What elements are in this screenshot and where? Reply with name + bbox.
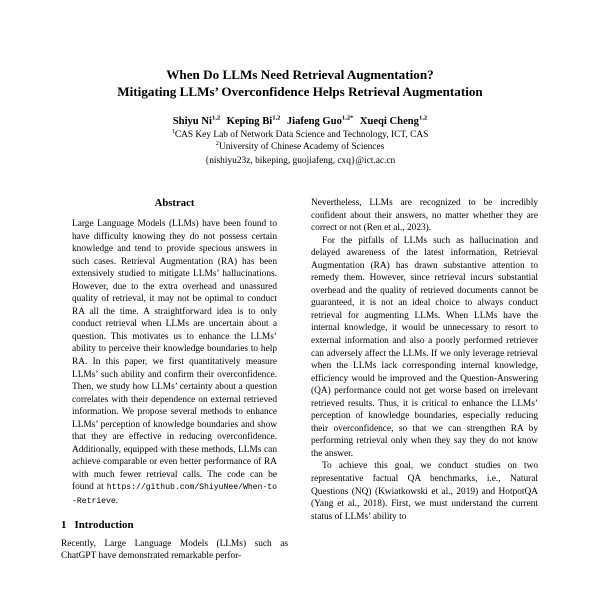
intro-paragraph: Recently, Large Language Models (LLMs) such as ChatGPT have demonstrated remarkable perfor-	[61, 538, 288, 562]
author-affil-marks: 1,2	[211, 114, 221, 122]
author-name: Xueqi Cheng	[359, 115, 419, 127]
section-title: Introduction	[74, 518, 134, 531]
author-entry	[360, 116, 427, 127]
title-block	[0, 0, 600, 167]
column-right	[311, 197, 538, 600]
author-entry	[173, 116, 220, 127]
affiliation-1	[0, 129, 600, 142]
affiliation-text: University of Chinese Academy of Sciences	[218, 142, 385, 153]
author-name: Jiafeng Guo	[286, 115, 342, 127]
abstract-paragraph	[72, 218, 277, 509]
affiliation-mark: 2	[215, 140, 219, 148]
author-affil-marks: 1,2	[418, 114, 428, 122]
affiliation-text: CAS Key Lab of Network Data Science and Technology, ICT, CAS	[174, 129, 429, 140]
right-paragraph: For the pitfalls of LLMs such as hallucination and delayed awareness of the latest information, Retrieval Augmentation (RA) has drawn substantive attention to remedy them. However, since retrieval incurs substantial overhead and the quality of retrieved documents cannot be guaranteed, it is not an ideal choice to always conduct retrieval for augmenting LLMs. When LLMs have the internal knowledge, it would be unnecessary to resort to external information and also a poorly performed retriever can adversely affect the LLMs. If we only leverage retrieval when the LLMs lack corresponding internal knowledge, efficiency would be improved and the Question-Answering (QA) performance could not get worse based on irrelevant retrieved results. Thus, it is critical to enhance the LLMs’ perception of knowledge boundaries, especially reducing their overconfidence, so that we can strengthen RA by performing retrieval only when they say they do not know the answer.	[311, 235, 538, 459]
code-url-link[interactable]: https://github.com/ShiyuNee/When-to-Retrieve	[72, 483, 277, 507]
abstract-heading: Abstract	[154, 197, 195, 209]
affiliation-2	[0, 141, 600, 154]
author-list	[0, 115, 600, 129]
section-number: 1	[61, 518, 67, 531]
abstract-text-part-1: Large Language Models (LLMs) have been found to have difficulty knowing they do not possess certain knowledge and tend to provide specious answers in such cases. Retrieval Augmentation (RA) has been extensively studied to mitigate LLMs’ hallucinations. However, due to the extra overhead and unassured quality of retrieval, it may not be optimal to conduct RA all the time. A straightforward idea is to only conduct retrieval when LLMs are uncertain about a question. This motivates us to enhance the LLMs’ ability to perceive their knowledge boundaries to help RA. In this paper, we first quantitatively measure LLMs’ such ability and confirm their overconfidence. Then, we study how LLMs’ certainty about a question correlates with their dependence on external retrieved information. We propose several methods to enhance LLMs’ perception of knowledge boundaries and show that they are effective in reducing overconfidence. Additionally, equipped with these methods, LLMs can achieve comparable or even better performance of RA with much fewer retrieval calls. The code can be found at	[72, 219, 277, 493]
author-name: Keping Bi	[226, 115, 273, 127]
affiliation-mark: 1	[171, 127, 175, 135]
author-affil-marks: 1,2*	[341, 114, 354, 122]
right-paragraph: To achieve this goal, we conduct studies on two representative factual QA benchmarks, i.e., Natural Questions (NQ) (Kwiatkowski et al., 2019) and HotpotQA (Yang et al., 2018). First, we must understand the current status of LLMs’ ability to	[311, 461, 538, 522]
abstract-text-part-2: .	[115, 496, 119, 507]
page-title-line-1: When Do LLMs Need Retrieval Augmentation?	[166, 67, 434, 82]
section-heading-introduction	[61, 518, 288, 532]
author-email: {nishiyu23z, bikeping, guojiafeng, cxq}@ict.ac.cn	[204, 155, 396, 166]
page-title-line-2: Mitigating LLMs’ Overconfidence Helps Retrieval Augmentation	[117, 84, 483, 100]
author-entry	[287, 116, 354, 127]
author-entry	[227, 116, 281, 127]
author-name: Shiyu Ni	[172, 115, 212, 127]
column-left	[61, 197, 288, 600]
right-paragraph: Nevertheless, LLMs are recognized to be incredibly confident about their answers, no matter whether they are correct or not (Ren et al., 2023).	[311, 198, 538, 234]
author-affil-marks: 1,2	[272, 114, 281, 122]
body-columns	[0, 197, 600, 600]
abstract-body	[72, 218, 277, 509]
